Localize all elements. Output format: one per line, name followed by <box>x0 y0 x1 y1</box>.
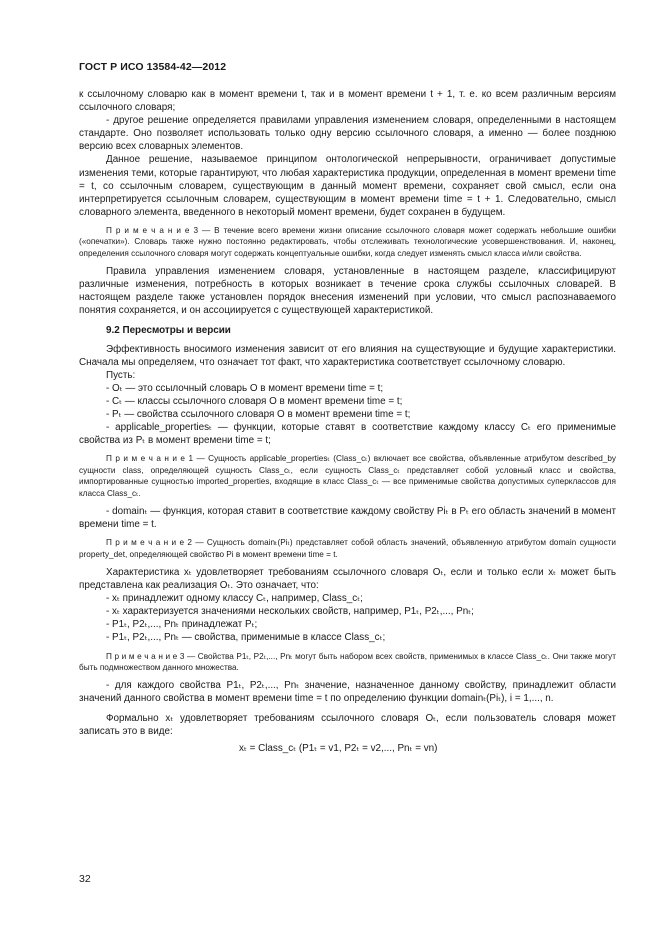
paragraph: - xₜ характеризуется значениями нескольких свойств, например, P1ₜ, P2ₜ,..., Pnₜ; <box>106 606 474 618</box>
paragraph: - для каждого свойства P1ₜ, P2ₜ,..., Pnₜ значение, назначенное данному свойству, принадлежит области значений данного свойства в момент времени time = t по определению функции domainₜ(Piₜ), i = 1,..., n. <box>79 680 616 705</box>
note-paragraph: П р и м е ч а н и е 1 — Сущность applicable_propertiesₜ (Class_cₜ) включает все свойства, объявленные атрибутом described_by сущности class, определяющей сущность Class_cₜ, если сущность Class_cₜ представляет собой условный класс и свойства, импортированные сущностью imported_properties, входящие в класс Class_cₜ — все применимые свойства допустимых суперклассов для класса Class_cₜ. <box>79 454 616 498</box>
paragraph: - xₜ принадлежит одному классу Cₜ, например, Class_cₜ; <box>106 593 363 605</box>
paragraph: Эффективность вносимого изменения зависит от его влияния на существующие и будущие характеристики. Сначала мы определяем, что означает тот факт, что характеристика соответствует ссылочному словарю. <box>79 343 616 368</box>
page-number: 32 <box>79 873 91 885</box>
note-paragraph: П р и м е ч а н и е 3 — В течение всего времени жизни описание ссылочного словаря может содержать небольшие ошибки («опечатки»). Словарь также нужно постоянно редактировать, чтобы отслеживать технологические усовершенствования. И, наконец, определения ссылочного словаря могут содержать концептуальные ошибки, когда следует изменять смысл класса и/или свойства. <box>79 225 616 258</box>
paragraph: - Oₜ — это ссылочный словарь O в момент времени time = t; <box>106 382 384 394</box>
paragraph: - P1ₜ, P2ₜ,..., Pnₜ — свойства, применимые в классе Class_cₜ; <box>106 632 386 644</box>
standard-header: ГОСТ Р ИСО 13584-42—2012 <box>79 61 227 73</box>
paragraph: - другое решение определяется правилами управления изменением словаря, определенными в настоящем стандарте. Оно позволяет использовать только одну версию ссылочного словаря, а именно — более позднюю версию всех словарных элементов. <box>79 115 616 153</box>
document-body <box>79 88 616 755</box>
paragraph: Правила управления изменением словаря, установленные в настоящем разделе, классифицируют различные изменения, потребность в которых возникает в течение срока службы ссылочных словарей. В настоящем разделе также установлен порядок внесения изменений при условии, что смысл распознаваемого понятия сохраняется, и он ассоциируется с существующей характеристикой. <box>79 266 616 317</box>
paragraph: Характеристика xₜ удовлетворяет требованиям ссылочного словаря Oₜ, если и только если xₜ может быть представлена как реализация Oₜ. Это означает, что: <box>79 567 616 592</box>
paragraph: Данное решение, называемое принципом онтологической непрерывности, ограничивает допустимые изменения теми, которые гарантируют, что любая характеристика продукции, определенная в момент времени time = t, со ссылочным словарем, существующим в данный момент времени, сохраняет свой смысл, если она интерпретируется ссылочным словарем, существующим в момент времени time = t + 1. Следовательно, смысл словарного элемента, введенного в некоторый момент времени, будет сохранен в будущем. <box>79 154 616 218</box>
paragraph: Пусть: <box>106 369 136 381</box>
paragraph: - Pₜ — свойства ссылочного словаря O в момент времени time = t; <box>106 409 411 421</box>
paragraph: - P1ₜ, P2ₜ,..., Pnₜ принадлежат Pₜ; <box>106 619 258 631</box>
note-paragraph: П р и м е ч а н и е 2 — Сущность domainₜ(Piₜ) представляет собой область значений, объявленную атрибутом domain сущности property_det, определяющей свойство Pi в момент времени time = t. <box>79 538 616 559</box>
paragraph: - applicable_propertiesₜ — функции, которые ставят в соответствие каждому классу Cₜ его применимые свойства из Pₜ в момент времени time = t; <box>79 422 616 447</box>
note-paragraph: П р и м е ч а н и е 3 — Свойства P1ₜ, P2ₜ,..., Pnₜ могут быть набором всех свойств, применимых в классе Class_cₜ. Они также могут быть подмножеством данного множества. <box>79 651 616 672</box>
paragraph: - domainₜ — функция, которая ставит в соответствие каждому свойству Piₜ в Pₜ его область значений в момент времени time = t. <box>79 506 616 531</box>
paragraph: - Cₜ — классы ссылочного словаря O в момент времени time = t; <box>106 396 403 407</box>
paragraph: к ссылочному словарю как в момент времени t, так и в момент времени t + 1, т. е. ко всем различным версиям ссылочного словаря; <box>79 89 616 114</box>
section-heading: 9.2 Пересмотры и версии <box>106 324 231 336</box>
formula: xₜ = Class_cₜ (P1ₜ = v1, P2ₜ = v2,..., Pnₜ = vn) <box>239 742 438 754</box>
paragraph: Формально xₜ удовлетворяет требованиям ссылочного словаря Oₜ, если пользователь словаря может записать это в виде: <box>79 712 616 737</box>
